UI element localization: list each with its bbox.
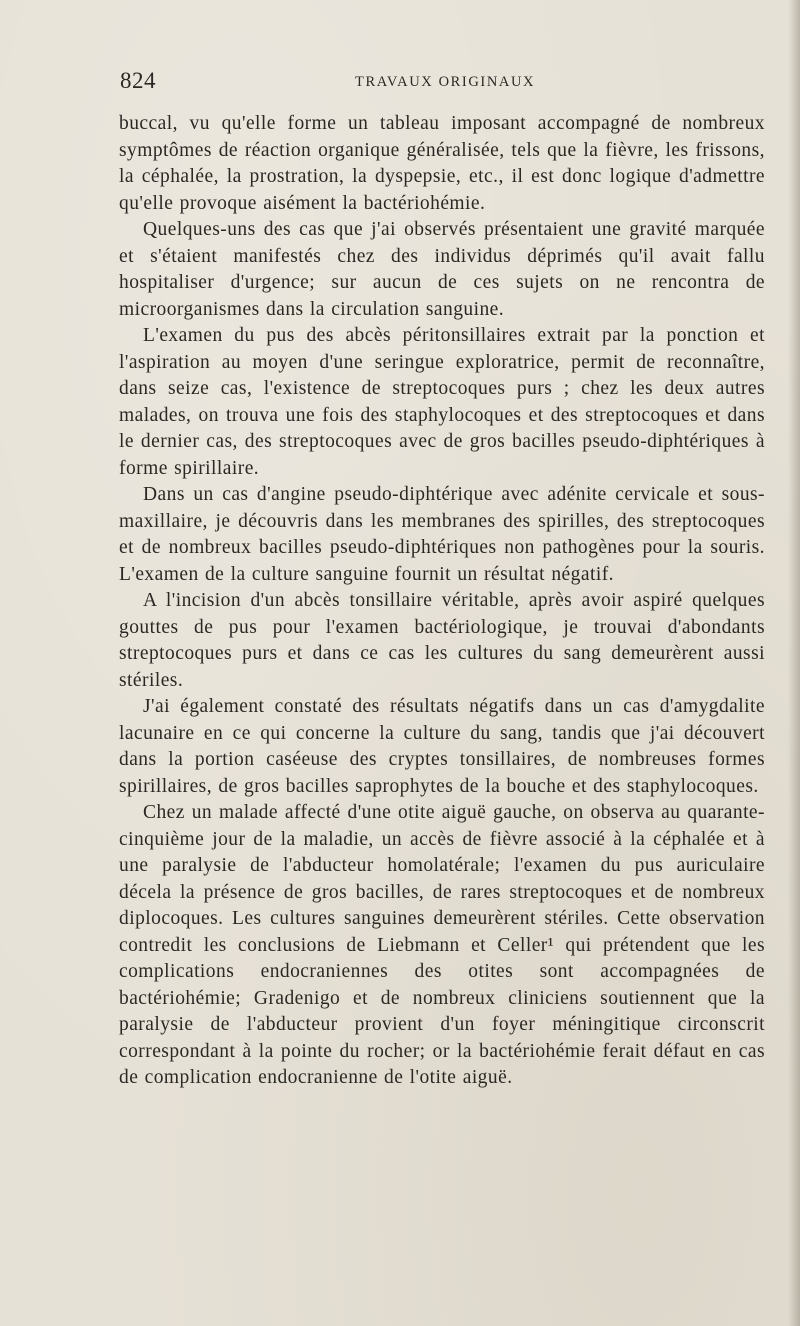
paragraph: A l'incision d'un abcès tonsillaire véritable, après avoir aspiré quelques gouttes de pus pour l'examen bactériologique, je trouvai d'abondants streptocoques purs et dans ce cas les cultures du sang demeurèrent aussi stériles. — [119, 590, 765, 691]
paragraph: L'examen du pus des abcès péritonsillaires extrait par la ponction et l'aspiration au moyen d'une seringue exploratrice, permit de reconnaître, dans seize cas, l'existence de streptocoques purs ; chez les deux autres malades, on trouva une fois des staphylocoques et des streptocoques et dans le dernier cas, des streptocoques avec de gros bacilles pseudo-diphtériques à forme spirillaire. — [119, 325, 765, 479]
body-text — [119, 111, 765, 1092]
running-head: TRAVAUX ORIGINAUX — [355, 74, 536, 90]
paragraph: Chez un malade affecté d'une otite aiguë gauche, on observa au quarante-cinquième jour de la maladie, un accès de fièvre associé à la céphalée et à une paralysie de l'abducteur homolatérale; l'examen du pus auriculaire décela la présence de gros bacilles, de rares streptocoques et de nombreux diplocoques. Les cultures sanguines demeurèrent stériles. Cette observation contredit les conclusions de Liebmann et Celler¹ qui prétendent que les complications endocraniennes des otites sont accompagnées de bactériohémie; Gradenigo et de nombreux cliniciens soutiennent que la paralysie de l'abducteur provient d'un foyer méningitique circonscrit correspondant à la pointe du rocher; or la bactériohémie ferait défaut en cas de complication endocranienne de l'otite aiguë. — [119, 802, 765, 1088]
paragraph: Dans un cas d'angine pseudo-diphtérique avec adénite cervicale et sous-maxillaire, je découvris dans les membranes des spirilles, des streptocoques et de nombreux bacilles pseudo-diphtériques non pathogènes pour la souris. L'examen de la culture sanguine fournit un résultat négatif. — [119, 484, 765, 585]
paragraph: buccal, vu qu'elle forme un tableau imposant accompagné de nombreux symptômes de réaction organique généralisée, tels que la fièvre, les frissons, la céphalée, la prostration, la dyspepsie, etc., il est donc logique d'admettre qu'elle provoque aisément la bactériohémie. — [119, 113, 765, 214]
page-header — [120, 68, 764, 100]
paragraph: Quelques-uns des cas que j'ai observés présentaient une gravité marquée et s'étaient manifestés chez des individus déprimés qu'il avait fallu hospitaliser d'urgence; sur aucun de ces sujets on ne rencontra de microorganismes dans la circulation sanguine. — [119, 219, 765, 320]
page-number: 824 — [120, 68, 156, 93]
page-edge-shadow — [788, 0, 800, 1326]
paragraph: J'ai également constaté des résultats négatifs dans un cas d'amygdalite lacunaire en ce qui concerne la culture du sang, tandis que j'ai découvert dans la portion caséeuse des cryptes tonsillaires, de nombreuses formes spirillaires, de gros bacilles saprophytes de la bouche et des staphylocoques. — [119, 696, 765, 797]
